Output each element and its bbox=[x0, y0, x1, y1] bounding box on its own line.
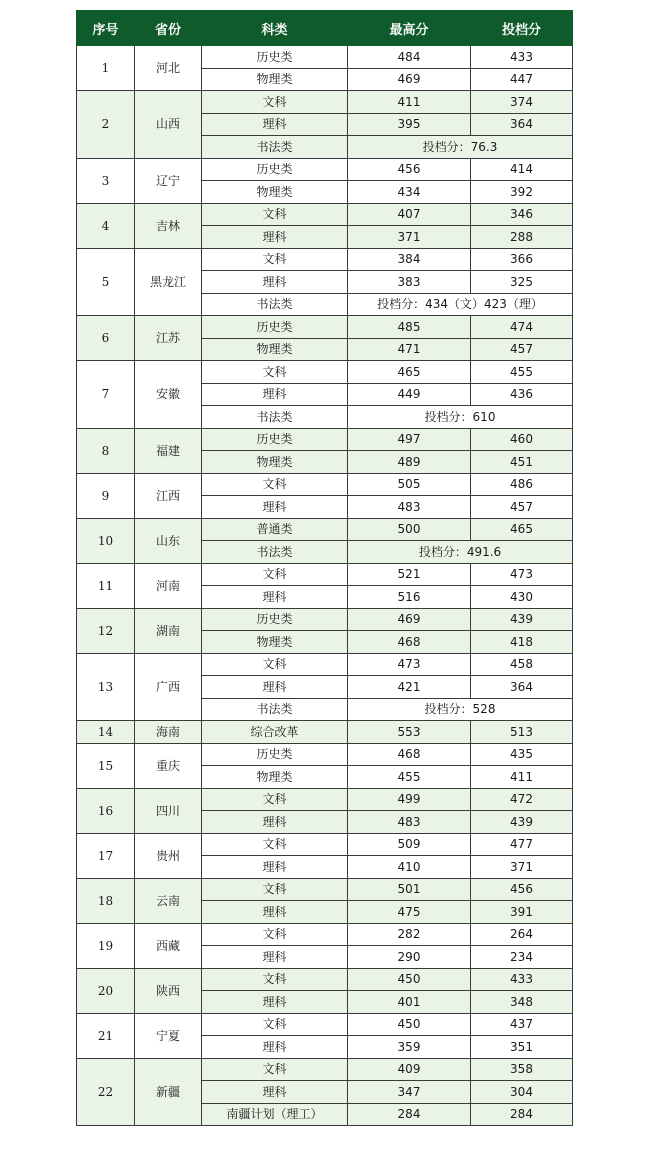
max-score-cell: 465 bbox=[348, 361, 471, 384]
admit-score-cell: 477 bbox=[471, 833, 573, 856]
row-index: 18 bbox=[77, 878, 135, 923]
merged-admit-score-cell: 投档分：76.3 bbox=[348, 136, 573, 159]
province-name: 重庆 bbox=[135, 743, 202, 788]
category-cell: 书法类 bbox=[202, 698, 348, 721]
admit-score-cell: 411 bbox=[471, 766, 573, 789]
province-group bbox=[77, 721, 573, 744]
province-name: 安徽 bbox=[135, 361, 202, 429]
table-row bbox=[77, 788, 573, 811]
province-name: 河南 bbox=[135, 563, 202, 608]
category-cell: 文科 bbox=[202, 653, 348, 676]
table-row bbox=[77, 833, 573, 856]
category-cell: 理科 bbox=[202, 113, 348, 136]
category-cell: 历史类 bbox=[202, 158, 348, 181]
max-score-cell: 553 bbox=[348, 721, 471, 744]
province-group bbox=[77, 833, 573, 878]
header-index: 序号 bbox=[77, 11, 135, 46]
category-cell: 文科 bbox=[202, 203, 348, 226]
admit-score-cell: 371 bbox=[471, 856, 573, 879]
category-cell: 文科 bbox=[202, 248, 348, 271]
admit-score-cell: 465 bbox=[471, 518, 573, 541]
max-score-cell: 411 bbox=[348, 91, 471, 114]
admit-score-cell: 374 bbox=[471, 91, 573, 114]
category-cell: 物理类 bbox=[202, 68, 348, 91]
max-score-cell: 469 bbox=[348, 608, 471, 631]
province-name: 西藏 bbox=[135, 923, 202, 968]
province-group bbox=[77, 473, 573, 518]
row-index: 13 bbox=[77, 653, 135, 721]
admit-score-cell: 433 bbox=[471, 46, 573, 69]
table-row bbox=[77, 203, 573, 226]
table-row bbox=[77, 923, 573, 946]
max-score-cell: 410 bbox=[348, 856, 471, 879]
admit-score-cell: 486 bbox=[471, 473, 573, 496]
province-group bbox=[77, 968, 573, 1013]
category-cell: 理科 bbox=[202, 496, 348, 519]
category-cell: 物理类 bbox=[202, 338, 348, 361]
category-cell: 物理类 bbox=[202, 451, 348, 474]
admit-score-cell: 460 bbox=[471, 428, 573, 451]
max-score-cell: 468 bbox=[348, 631, 471, 654]
max-score-cell: 500 bbox=[348, 518, 471, 541]
category-cell: 理科 bbox=[202, 991, 348, 1014]
province-group bbox=[77, 361, 573, 429]
category-cell: 物理类 bbox=[202, 766, 348, 789]
max-score-cell: 409 bbox=[348, 1058, 471, 1081]
max-score-cell: 505 bbox=[348, 473, 471, 496]
province-name: 江苏 bbox=[135, 316, 202, 361]
table-row bbox=[77, 248, 573, 271]
admit-score-cell: 234 bbox=[471, 946, 573, 969]
admit-score-cell: 284 bbox=[471, 1103, 573, 1126]
admit-score-cell: 473 bbox=[471, 563, 573, 586]
category-cell: 理科 bbox=[202, 946, 348, 969]
category-cell: 历史类 bbox=[202, 428, 348, 451]
province-group bbox=[77, 158, 573, 203]
header-max-score: 最高分 bbox=[348, 11, 471, 46]
admit-score-cell: 414 bbox=[471, 158, 573, 181]
category-cell: 文科 bbox=[202, 923, 348, 946]
category-cell: 文科 bbox=[202, 563, 348, 586]
province-name: 江西 bbox=[135, 473, 202, 518]
province-name: 河北 bbox=[135, 46, 202, 91]
admit-score-cell: 346 bbox=[471, 203, 573, 226]
category-cell: 历史类 bbox=[202, 46, 348, 69]
admit-score-cell: 451 bbox=[471, 451, 573, 474]
category-cell: 文科 bbox=[202, 1058, 348, 1081]
header-admit-score: 投档分 bbox=[471, 11, 573, 46]
table-row bbox=[77, 968, 573, 991]
merged-admit-score-cell: 投档分：610 bbox=[348, 406, 573, 429]
row-index: 4 bbox=[77, 203, 135, 248]
province-name: 山西 bbox=[135, 91, 202, 159]
category-cell: 理科 bbox=[202, 586, 348, 609]
row-index: 9 bbox=[77, 473, 135, 518]
table-row bbox=[77, 608, 573, 631]
table-row bbox=[77, 316, 573, 339]
max-score-cell: 473 bbox=[348, 653, 471, 676]
province-group bbox=[77, 653, 573, 721]
category-cell: 南疆计划（理工） bbox=[202, 1103, 348, 1126]
table-row bbox=[77, 1013, 573, 1036]
admit-score-cell: 513 bbox=[471, 721, 573, 744]
category-cell: 文科 bbox=[202, 788, 348, 811]
admit-score-cell: 474 bbox=[471, 316, 573, 339]
row-index: 15 bbox=[77, 743, 135, 788]
province-group bbox=[77, 923, 573, 968]
admit-score-cell: 437 bbox=[471, 1013, 573, 1036]
table-row bbox=[77, 721, 573, 744]
province-group bbox=[77, 518, 573, 563]
category-cell: 普通类 bbox=[202, 518, 348, 541]
province-group bbox=[77, 1058, 573, 1126]
max-score-cell: 450 bbox=[348, 968, 471, 991]
max-score-cell: 455 bbox=[348, 766, 471, 789]
table-row bbox=[77, 878, 573, 901]
max-score-cell: 469 bbox=[348, 68, 471, 91]
header-category: 科类 bbox=[202, 11, 348, 46]
category-cell: 书法类 bbox=[202, 293, 348, 316]
admit-score-cell: 457 bbox=[471, 496, 573, 519]
admit-score-cell: 366 bbox=[471, 248, 573, 271]
max-score-cell: 456 bbox=[348, 158, 471, 181]
province-group bbox=[77, 248, 573, 316]
max-score-cell: 434 bbox=[348, 181, 471, 204]
table-row bbox=[77, 91, 573, 114]
admit-score-cell: 358 bbox=[471, 1058, 573, 1081]
max-score-cell: 421 bbox=[348, 676, 471, 699]
max-score-cell: 516 bbox=[348, 586, 471, 609]
max-score-cell: 401 bbox=[348, 991, 471, 1014]
province-group bbox=[77, 743, 573, 788]
province-name: 广西 bbox=[135, 653, 202, 721]
province-name: 宁夏 bbox=[135, 1013, 202, 1058]
max-score-cell: 521 bbox=[348, 563, 471, 586]
table-row bbox=[77, 473, 573, 496]
category-cell: 理科 bbox=[202, 811, 348, 834]
admit-score-cell: 351 bbox=[471, 1036, 573, 1059]
category-cell: 理科 bbox=[202, 676, 348, 699]
admit-score-cell: 430 bbox=[471, 586, 573, 609]
max-score-cell: 497 bbox=[348, 428, 471, 451]
table-row bbox=[77, 46, 573, 69]
admit-score-cell: 325 bbox=[471, 271, 573, 294]
row-index: 3 bbox=[77, 158, 135, 203]
admit-score-cell: 439 bbox=[471, 811, 573, 834]
max-score-cell: 509 bbox=[348, 833, 471, 856]
admit-score-cell: 348 bbox=[471, 991, 573, 1014]
row-index: 6 bbox=[77, 316, 135, 361]
max-score-cell: 499 bbox=[348, 788, 471, 811]
category-cell: 物理类 bbox=[202, 631, 348, 654]
province-name: 海南 bbox=[135, 721, 202, 744]
category-cell: 理科 bbox=[202, 271, 348, 294]
max-score-cell: 407 bbox=[348, 203, 471, 226]
merged-admit-score-cell: 投档分：528 bbox=[348, 698, 573, 721]
admit-score-cell: 436 bbox=[471, 383, 573, 406]
max-score-cell: 483 bbox=[348, 811, 471, 834]
province-group bbox=[77, 91, 573, 159]
category-cell: 文科 bbox=[202, 473, 348, 496]
category-cell: 文科 bbox=[202, 968, 348, 991]
max-score-cell: 475 bbox=[348, 901, 471, 924]
admit-score-cell: 391 bbox=[471, 901, 573, 924]
admit-score-cell: 458 bbox=[471, 653, 573, 676]
admit-score-cell: 439 bbox=[471, 608, 573, 631]
row-index: 8 bbox=[77, 428, 135, 473]
max-score-cell: 484 bbox=[348, 46, 471, 69]
admit-score-cell: 455 bbox=[471, 361, 573, 384]
category-cell: 文科 bbox=[202, 91, 348, 114]
province-group bbox=[77, 203, 573, 248]
category-cell: 理科 bbox=[202, 226, 348, 249]
header-province: 省份 bbox=[135, 11, 202, 46]
max-score-cell: 468 bbox=[348, 743, 471, 766]
province-name: 新疆 bbox=[135, 1058, 202, 1126]
province-group bbox=[77, 878, 573, 923]
max-score-cell: 282 bbox=[348, 923, 471, 946]
row-index: 22 bbox=[77, 1058, 135, 1126]
row-index: 2 bbox=[77, 91, 135, 159]
admit-score-cell: 435 bbox=[471, 743, 573, 766]
admit-score-cell: 364 bbox=[471, 676, 573, 699]
category-cell: 理科 bbox=[202, 901, 348, 924]
admit-score-cell: 288 bbox=[471, 226, 573, 249]
admit-score-cell: 456 bbox=[471, 878, 573, 901]
row-index: 16 bbox=[77, 788, 135, 833]
max-score-cell: 471 bbox=[348, 338, 471, 361]
province-group bbox=[77, 1013, 573, 1058]
category-cell: 理科 bbox=[202, 856, 348, 879]
max-score-cell: 489 bbox=[348, 451, 471, 474]
category-cell: 物理类 bbox=[202, 181, 348, 204]
province-group bbox=[77, 563, 573, 608]
row-index: 19 bbox=[77, 923, 135, 968]
province-group bbox=[77, 788, 573, 833]
max-score-cell: 284 bbox=[348, 1103, 471, 1126]
table-row bbox=[77, 743, 573, 766]
province-name: 四川 bbox=[135, 788, 202, 833]
admit-score-cell: 418 bbox=[471, 631, 573, 654]
table-row bbox=[77, 518, 573, 541]
category-cell: 综合改革 bbox=[202, 721, 348, 744]
merged-admit-score-cell: 投档分：491.6 bbox=[348, 541, 573, 564]
category-cell: 理科 bbox=[202, 1036, 348, 1059]
table-row bbox=[77, 428, 573, 451]
row-index: 12 bbox=[77, 608, 135, 653]
table-row bbox=[77, 563, 573, 586]
category-cell: 书法类 bbox=[202, 406, 348, 429]
province-name: 陕西 bbox=[135, 968, 202, 1013]
category-cell: 历史类 bbox=[202, 743, 348, 766]
category-cell: 历史类 bbox=[202, 608, 348, 631]
merged-admit-score-cell: 投档分：434（文）423（理） bbox=[348, 293, 573, 316]
province-group bbox=[77, 608, 573, 653]
max-score-cell: 450 bbox=[348, 1013, 471, 1036]
category-cell: 书法类 bbox=[202, 136, 348, 159]
admit-score-cell: 264 bbox=[471, 923, 573, 946]
province-name: 山东 bbox=[135, 518, 202, 563]
max-score-cell: 485 bbox=[348, 316, 471, 339]
table-row bbox=[77, 653, 573, 676]
province-name: 吉林 bbox=[135, 203, 202, 248]
max-score-cell: 384 bbox=[348, 248, 471, 271]
row-index: 5 bbox=[77, 248, 135, 316]
table-row bbox=[77, 158, 573, 181]
province-group bbox=[77, 428, 573, 473]
max-score-cell: 483 bbox=[348, 496, 471, 519]
max-score-cell: 290 bbox=[348, 946, 471, 969]
admission-scores-table bbox=[76, 10, 573, 1126]
max-score-cell: 449 bbox=[348, 383, 471, 406]
category-cell: 文科 bbox=[202, 1013, 348, 1036]
category-cell: 历史类 bbox=[202, 316, 348, 339]
province-name: 辽宁 bbox=[135, 158, 202, 203]
province-group bbox=[77, 316, 573, 361]
admit-score-cell: 392 bbox=[471, 181, 573, 204]
category-cell: 书法类 bbox=[202, 541, 348, 564]
row-index: 20 bbox=[77, 968, 135, 1013]
max-score-cell: 395 bbox=[348, 113, 471, 136]
table-row bbox=[77, 1058, 573, 1081]
province-group bbox=[77, 46, 573, 91]
table-header-row bbox=[77, 11, 573, 46]
row-index: 11 bbox=[77, 563, 135, 608]
admit-score-cell: 304 bbox=[471, 1081, 573, 1104]
row-index: 10 bbox=[77, 518, 135, 563]
category-cell: 文科 bbox=[202, 878, 348, 901]
category-cell: 理科 bbox=[202, 383, 348, 406]
max-score-cell: 359 bbox=[348, 1036, 471, 1059]
province-name: 福建 bbox=[135, 428, 202, 473]
admit-score-cell: 433 bbox=[471, 968, 573, 991]
admit-score-cell: 364 bbox=[471, 113, 573, 136]
row-index: 14 bbox=[77, 721, 135, 744]
category-cell: 文科 bbox=[202, 833, 348, 856]
province-name: 贵州 bbox=[135, 833, 202, 878]
row-index: 7 bbox=[77, 361, 135, 429]
province-name: 湖南 bbox=[135, 608, 202, 653]
row-index: 1 bbox=[77, 46, 135, 91]
admit-score-cell: 447 bbox=[471, 68, 573, 91]
province-name: 黑龙江 bbox=[135, 248, 202, 316]
max-score-cell: 383 bbox=[348, 271, 471, 294]
row-index: 17 bbox=[77, 833, 135, 878]
admit-score-cell: 472 bbox=[471, 788, 573, 811]
category-cell: 文科 bbox=[202, 361, 348, 384]
admit-score-cell: 457 bbox=[471, 338, 573, 361]
row-index: 21 bbox=[77, 1013, 135, 1058]
max-score-cell: 501 bbox=[348, 878, 471, 901]
province-name: 云南 bbox=[135, 878, 202, 923]
table-row bbox=[77, 361, 573, 384]
max-score-cell: 347 bbox=[348, 1081, 471, 1104]
max-score-cell: 371 bbox=[348, 226, 471, 249]
category-cell: 理科 bbox=[202, 1081, 348, 1104]
